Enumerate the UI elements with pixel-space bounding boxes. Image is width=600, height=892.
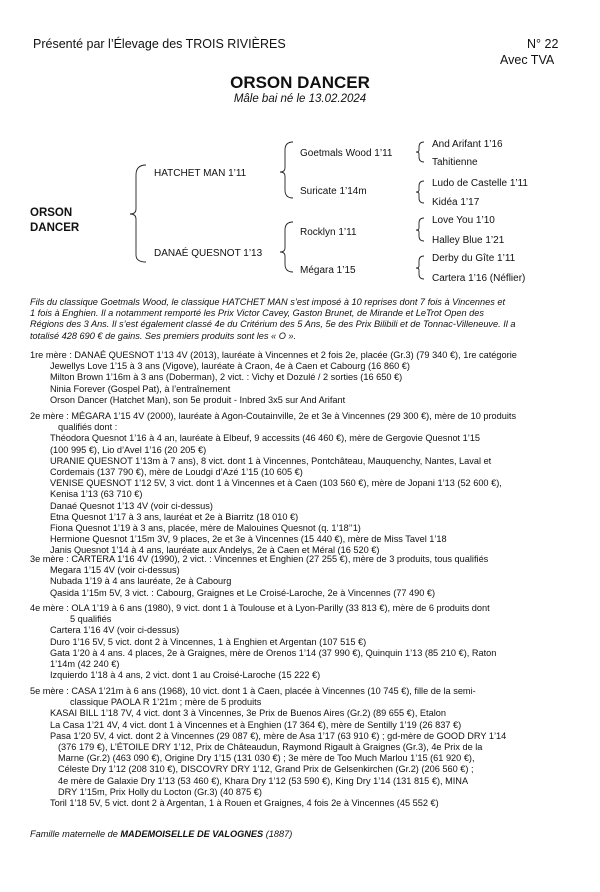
dam-dam: Mégara 1’15 [300, 265, 356, 276]
maternal-family-prefix: Famille maternelle de [30, 829, 118, 839]
fifth-dam-section [30, 686, 560, 809]
intro-line: Fils du classique Goetmals Wood, le classique HATCHET MAN s’est imposé à 10 reprises dont 7 fois à Vincennes et [30, 297, 506, 307]
produce-line: Cordemais (137 790 €), mère de Loudgi d’Azé 1’15 (10 605 €) [50, 467, 303, 478]
lot-number: N° 22 [527, 37, 559, 51]
dam-name: DANAÉ QUESNOT 1’13 [154, 248, 263, 259]
produce-line: Qasida 1’15m 5V, 3 vict. : Cabourg, Graignes et Le Croisé-Laroche, 2e à Vincennes (77 490 €) [50, 587, 436, 598]
horse-subtitle: Mâle bai né le 13.02.2024 [233, 93, 367, 105]
produce-line: (100 995 €), Lio d’Avel 1’16 (20 205 €) [50, 444, 207, 455]
produce-line: Gata 1’20 à 4 ans. 4 places, 2e à Graignes, mère de Orenos 1’14 (37 990 €), Quinquin 1’13 (85 210 €), Raton [50, 647, 497, 658]
intro-line: Régions des 3 Ans. Il s’est également classé 4e du Critérium des 5 Ans, 5e des Prix Bilibili et de Tonnac-Villeneuve. Il a [30, 319, 516, 330]
produce-line: Orson Dancer (Hatchet Man), son 5e produit - Inbred 3x5 sur And Arifant [50, 394, 346, 405]
sire-sire: Goetmals Wood 1’11 [300, 148, 393, 159]
sire-name: HATCHET MAN 1’11 [154, 168, 247, 179]
g3-1: And Arifant 1’16 [432, 139, 503, 150]
produce-line: URANIE QUESNOT 1’13m à 7 ans), 8 vict. dont 1 à Vincennes, Pontchâteau, Mauquenchy, Nantes, Laval et [50, 455, 492, 466]
produce-line: Hermione Quesnot 1’15m 3V, 9 places, 2e et 3e à Vincennes (15 440 €), mère de Miss Tavel 1’18 [50, 534, 447, 545]
g3-5: Love You 1’10 [432, 215, 495, 226]
vat-label: Avec TVA [500, 53, 555, 67]
produce-line: Théodora Quesnot 1’16 à 4 an, lauréate à Elbeuf, 9 accessits (46 460 €), mère de Gergovie Quesnot 1’15 [50, 433, 481, 444]
produce-line: DRY 1’15m, Prix Holly du Locton (Gr.3) (40 875 €) [58, 786, 262, 797]
g3-6: Halley Blue 1’21 [432, 235, 505, 246]
dam-heading: 5e mère : CASA 1’21m à 6 ans (1968), 10 vict. dont 1 à Caen, placée à Vincennes (10 745 €), fille de la semi- [30, 686, 476, 696]
produce-line: Pasa 1’20 5V, 4 vict. dont 2 à Vincennes (29 087 €), mère de Asa 1’17 (63 910 €) ; gd-mère de GOOD DRY 1’14 [50, 730, 507, 741]
dam-heading-cont: 5 qualifiés [70, 614, 112, 625]
dam-sire: Rocklyn 1’11 [300, 227, 357, 238]
dam-heading-cont: classique PAOLA R 1’21m ; mère de 5 produits [70, 697, 262, 708]
produce-line: Céleste Dry 1’12 (208 310 €), DISCOVRY DRY 1’12, Grand Prix de Gelsenkirchen (Gr.2) (206 560 €) ; [58, 764, 474, 775]
sire-dam: Suricate 1’14m [300, 186, 367, 197]
produce-line: Etna Quesnot 1’17 à 3 ans, lauréat et 2e à Biarritz (18 010 €) [50, 511, 299, 522]
dam-heading: 4e mère : OLA 1’19 à 6 ans (1980), 9 vict. dont 1 à Toulouse et à Lyon-Parilly (33 813 €), mère de 6 produits dont [30, 603, 490, 613]
dam-heading: 2e mère : MÉGARA 1’15 4V (2000), lauréate à Agon-Coutainville, 2e et 3e à Vincennes (29 300 €), mère de 10 produits [30, 411, 517, 421]
second-dam-section [30, 411, 560, 557]
horse-title: ORSON DANCER [230, 73, 370, 92]
g3-2: Tahitienne [432, 157, 478, 168]
produce-line: Fiona Quesnot 1’19 à 3 ans, placée, mère de Malouines Quesnot (q. 1’18’’1) [50, 523, 361, 534]
g3-7: Derby du Gîte 1’11 [432, 253, 516, 264]
produce-line: KASAI BILL 1’18 7V, 4 vict. dont 3 à Vincennes, 3e Prix de Buenos Aires (Gr.2) (89 655 €), Etalon [50, 708, 446, 719]
produce-line: Izquierdo 1’18 à 4 ans, 2 vict. dont 1 au Croisé-Laroche (15 222 €) [50, 670, 321, 681]
g3-3: Ludo de Castelle 1’11 [432, 178, 528, 189]
horse-name-line2: DANCER [30, 222, 80, 234]
produce-line: 4e mère de Galaxie Dry 1’13 (53 460 €), Khara Dry 1’12 (53 590 €), King Dry 1’14 (131 815 €), MINA [58, 775, 469, 786]
produce-line: Toril 1’18 5V, 5 vict. dont 2 à Argentan, 1 à Rouen et Graignes, 4 fois 2e à Vincennes (45 552 €) [50, 798, 439, 809]
intro-line: 1 fois à Enghien. Il a notamment remporté les Prix Victor Cavey, Gaston Brunet, de Mirande et LeTrot Open des [30, 308, 484, 319]
produce-line: Milton Brown 1’16m à 3 ans (Doberman), 2 vict. : Vichy et Dozulé / 2 sorties (16 650 €) [50, 372, 403, 383]
produce-line: (376 179 €), L’ÉTOILE DRY 1’12, Prix de Châteaudun, Raymond Rigault à Graignes (Gr.3), 4e Prix de la [58, 742, 483, 753]
dam-heading: 1re mère : DANAÉ QUESNOT 1’13 4V (2013), lauréate à Vincennes et 2 fois 2e, placée (Gr.3) (79 340 €), 1re catégorie [30, 350, 517, 360]
horse-name-line1: ORSON [30, 207, 73, 219]
produce-line: Danaé Quesnot 1’13 4V (voir ci-dessus) [50, 500, 213, 511]
maternal-family-year: (1887) [265, 829, 293, 839]
produce-line: Duro 1’16 5V, 5 vict. dont 2 à Vincennes, 1 à Enghien et Argentan (107 515 €) [50, 636, 367, 647]
maternal-family-name: MADEMOISELLE DE VALOGNES [120, 829, 264, 839]
produce-line: Kenisa 1’13 (63 710 €) [50, 489, 143, 500]
produce-line: Nubada 1’19 à 4 ans lauréate, 2e à Cabourg [50, 576, 232, 587]
produce-line: 1’14m (42 240 €) [50, 659, 120, 670]
produce-line: La Casa 1’21 4V, 4 vict. dont 1 à Vincennes et à Enghien (17 364 €), mère de Sentilly 1’19 (26 837 €) [50, 719, 462, 730]
dam-heading-cont: qualifiés dont : [58, 422, 118, 433]
sire-description [30, 297, 560, 342]
third-dam-section [30, 554, 560, 599]
intro-line: totalisé 428 690 € de gains. Ses premiers produits sont les « O ». [30, 330, 297, 341]
g3-8: Cartera 1’16 (Néflier) [432, 273, 526, 284]
maternal-family [30, 829, 292, 839]
dam-heading: 3e mère : CARTERA 1’16 4V (1990), 2 vict. : Vincennes et Enghien (27 255 €), mère de 3 produits, tous qualifiés [30, 554, 489, 564]
produce-line: VENISE QUESNOT 1’12 5V, 3 vict. dont 1 à Vincennes et à Caen (103 560 €), mère de Jopani 1’13 (52 600 €), [50, 478, 502, 489]
produce-line: Janis Quesnot 1’14 à 4 ans, lauréate aux Andelys, 2e à Caen et Méral (16 520 €) [50, 545, 380, 556]
produce-line: Megara 1’15 4V (voir ci-dessus) [50, 565, 180, 576]
produce-line: Ninia Forever (Gospel Pat), à l’entraînement [50, 383, 231, 394]
presenter-line: Présenté par l’Élevage des TROIS RIVIÈRES [33, 37, 286, 51]
produce-line: Marne (Gr.2) (463 090 €), Origine Dry 1’15 (131 030 €) ; 3e mère de Too Much Marlou 1’15 (61 920 €), [58, 753, 475, 764]
produce-line: Jewellys Love 1’15 à 3 ans (Vigove), lauréate à Craon, 4e à Caen et Cabourg (16 860 €) [50, 361, 410, 372]
g3-4: Kidéa 1’17 [432, 197, 480, 208]
fourth-dam-section [30, 603, 560, 681]
first-dam-section [30, 350, 560, 406]
produce-line: Cartera 1’16 4V (voir ci-dessus) [50, 625, 180, 636]
